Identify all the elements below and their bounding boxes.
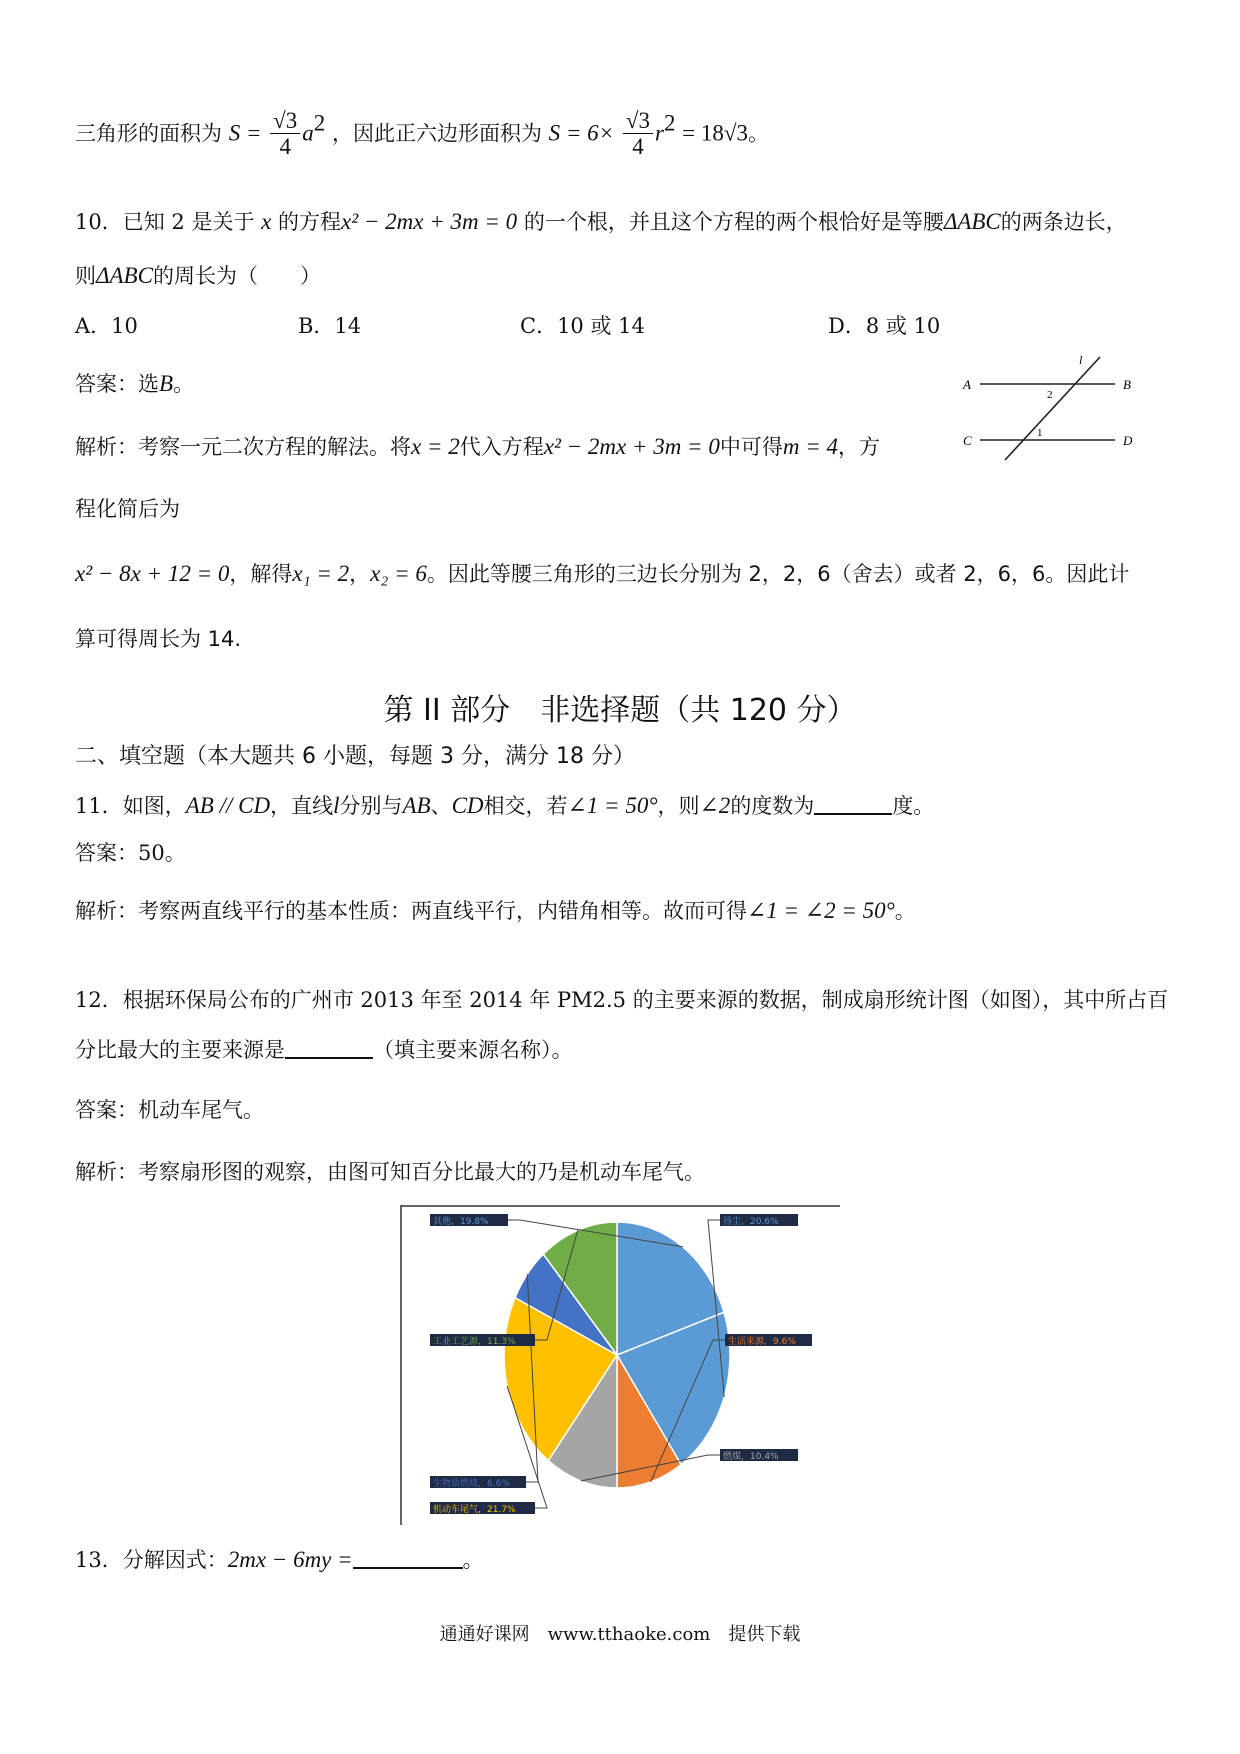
option-b: B．14 [298, 314, 362, 338]
q10-analysis-line3: x² − 8x + 12 = 0，解得x₁ = 2，x₂ = 6。因此等腰三角形的三边长分别为 2，2，6（舍去）或者 2，6，6。因此计 [75, 561, 1130, 586]
pie-label: 工业工艺源，11.3% [433, 1337, 516, 1347]
pm25-pie-chart [400, 1205, 840, 1525]
q10-analysis-line1: 解析：考察一元二次方程的解法。将x = 2代入方程x² − 2mx + 3m = 0中可得m = 4，方 [75, 434, 880, 459]
label-d: D [1123, 433, 1133, 448]
q11-answer: 答案：50。 [75, 841, 186, 865]
pie-label: 生活来源，9.6% [728, 1337, 796, 1347]
q11-analysis: 解析：考察两直线平行的基本性质：两直线平行，内错角相等。故而可得∠1 = ∠2 = 50°。 [75, 898, 916, 923]
question-number: 11． [75, 794, 123, 818]
answer-blank[interactable] [353, 1546, 463, 1569]
label-c: C [963, 433, 972, 448]
fraction-2: $\frac{√3}{4}$ [623, 108, 653, 161]
q9-text: 三角形的面积为 [75, 121, 222, 146]
q10-analysis-line2: 程化简后为 [75, 497, 180, 521]
equation: x² − 2mx + 3m = 0 [341, 209, 518, 234]
q9-text-2: ，因此正六边形面积为 [331, 121, 542, 146]
question-number: 12． [75, 988, 123, 1012]
q10-analysis-line4: 算可得周长为 14. [75, 627, 242, 651]
pie-label: 其他，19.8% [433, 1217, 489, 1227]
answer-blank[interactable] [814, 792, 892, 815]
label-a: A [963, 377, 971, 392]
q12-line2: 分比最大的主要来源是 （填主要来源名称）。 [75, 1038, 573, 1062]
q10-answer: 答案：选B。 [75, 371, 195, 396]
formula-lhs: S = [228, 120, 262, 146]
label-b: B [1123, 377, 1131, 392]
q10-line2: 则ΔABC的周长为（ ） [75, 263, 321, 288]
question-number: 10． [75, 210, 123, 234]
label-l: l [1079, 353, 1083, 367]
q12-analysis: 解析：考察扇形图的观察，由图可知百分比最大的乃是机动车尾气。 [75, 1160, 705, 1184]
label-angle-1: 1 [1037, 427, 1043, 439]
section-title: 第 II 部分 非选择题（共 120 分） [383, 693, 857, 728]
option-a: A．10 [75, 314, 138, 338]
option-c: C．10 或 14 [520, 314, 645, 338]
option-d: D．8 或 10 [828, 314, 941, 338]
formula2-rhs: = 18√3 [682, 120, 749, 146]
q11-line1: 11．如图，AB // CD，直线l分别与AB、CD相交，若∠1 = 50°，则∠2的度数为 度。 [75, 793, 935, 818]
answer-blank[interactable] [285, 1036, 373, 1059]
pie-label: 扬尘，20.6% [723, 1217, 779, 1227]
formula2-lhs: S = 6× [548, 120, 615, 146]
q13-line: 13．分解因式：2mx − 6my = 。 [75, 1547, 484, 1572]
fraction: $\frac{√3}{4}$ [270, 108, 300, 161]
q9-tail-line: 三角形的面积为 S = $\frac{√3}{4}$ $a^2$ ，因此正六边形面积为 S = 6× $\frac{√3}{4}$ $r^2 = 18√3$。 [75, 108, 770, 160]
section-subtitle: 二、填空题（本大题共 6 小题，每题 3 分，满分 18 分） [75, 744, 635, 769]
q10-line1: 10．已知 2 是关于 x 的方程x² − 2mx + 3m = 0 的一个根，并且这个方程的两个根恰好是等腰ΔABC的两条边长， [75, 209, 1127, 234]
line-l [1005, 357, 1100, 460]
q12-line1: 12．根据环保局公布的广州市 2013 年至 2014 年 PM2.5 的主要来源的数据，制成扇形统计图（如图），其中所占百 [75, 988, 1169, 1012]
pie-label: 机动车尾气，21.7% [433, 1505, 516, 1515]
question-number: 13． [75, 1548, 123, 1572]
parallel-lines-figure [955, 352, 1165, 462]
pie-label: 生物质燃烧，6.6% [433, 1479, 510, 1489]
label-angle-2: 2 [1047, 389, 1053, 401]
page-footer: 通通好课网 www.tthaoke.com 提供下载 [439, 1624, 801, 1645]
pie-label: 燃煤，10.4% [723, 1452, 779, 1462]
q12-answer: 答案：机动车尾气。 [75, 1098, 264, 1122]
